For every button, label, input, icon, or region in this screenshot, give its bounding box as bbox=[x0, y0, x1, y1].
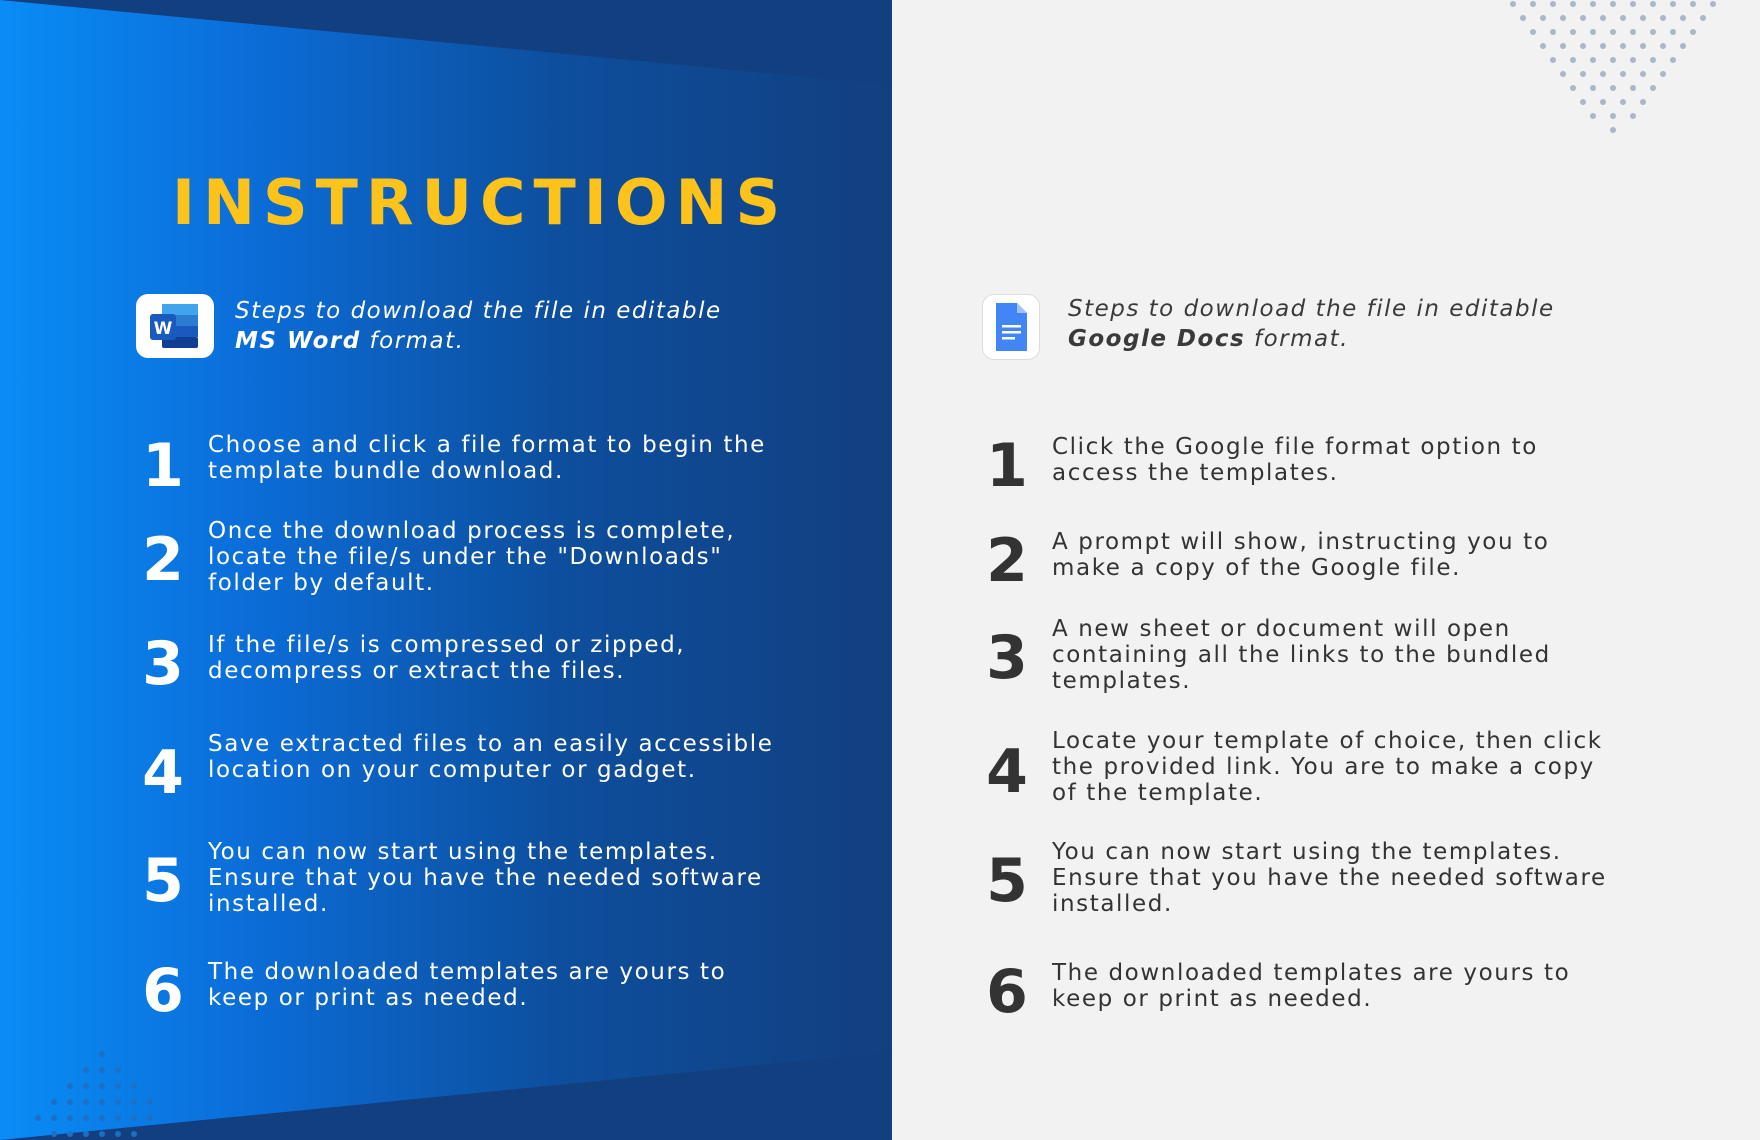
top-wedge-decoration bbox=[0, 0, 892, 90]
step-number: 4 bbox=[142, 738, 184, 808]
word-format-name: MS Word bbox=[235, 328, 361, 354]
page-title: INSTRUCTIONS bbox=[172, 166, 789, 239]
step-number: 3 bbox=[142, 629, 184, 699]
svg-text:W: W bbox=[153, 319, 173, 339]
ms-word-icon bbox=[136, 294, 214, 358]
step-number: 1 bbox=[986, 431, 1028, 501]
word-intro-line: Steps to download the file in editable bbox=[235, 298, 722, 324]
word-intro-suffix: format. bbox=[360, 328, 465, 354]
step-text: A prompt will show, instructing you to make a copy of the Google file. bbox=[1052, 529, 1550, 581]
google-docs-icon bbox=[982, 294, 1040, 360]
docs-intro-suffix: format. bbox=[1245, 326, 1349, 352]
step-number: 2 bbox=[986, 526, 1028, 596]
step-text: Save extracted files to an easily accessible location on your computer or gadget. bbox=[208, 731, 774, 783]
docs-format-name: Google Docs bbox=[1068, 326, 1246, 352]
dot-pattern-bottom-left bbox=[20, 1040, 170, 1140]
step-number: 6 bbox=[986, 957, 1028, 1027]
docs-intro-line: Steps to download the file in editable bbox=[1068, 296, 1555, 322]
step-number: 2 bbox=[142, 525, 184, 595]
step-text: You can now start using the templates. Ensure that you have the needed software installed. bbox=[208, 839, 763, 917]
step-number: 4 bbox=[986, 737, 1028, 807]
step-text: A new sheet or document will open containing all the links to the bundled templates. bbox=[1052, 616, 1551, 694]
step-text: Choose and click a file format to begin the template bundle download. bbox=[208, 432, 766, 484]
step-number: 1 bbox=[142, 431, 184, 501]
dot-pattern-top-right bbox=[1495, 0, 1745, 140]
step-text: Locate your template of choice, then click the provided link. You are to make a copy of the template. bbox=[1052, 728, 1603, 806]
step-number: 6 bbox=[142, 956, 184, 1026]
step-text: Once the download process is complete, locate the file/s under the "Downloads" folder by default. bbox=[208, 518, 736, 596]
step-text: The downloaded templates are yours to keep or print as needed. bbox=[1052, 960, 1571, 1012]
step-number: 5 bbox=[986, 846, 1028, 916]
step-text: The downloaded templates are yours to keep or print as needed. bbox=[208, 959, 727, 1011]
step-text: You can now start using the templates. Ensure that you have the needed software installed. bbox=[1052, 839, 1607, 917]
step-number: 5 bbox=[142, 846, 184, 916]
word-intro bbox=[235, 296, 855, 356]
step-number: 3 bbox=[986, 623, 1028, 693]
docs-intro bbox=[1068, 294, 1688, 354]
step-text: If the file/s is compressed or zipped, decompress or extract the files. bbox=[208, 632, 686, 684]
step-text: Click the Google file format option to access the templates. bbox=[1052, 434, 1538, 486]
